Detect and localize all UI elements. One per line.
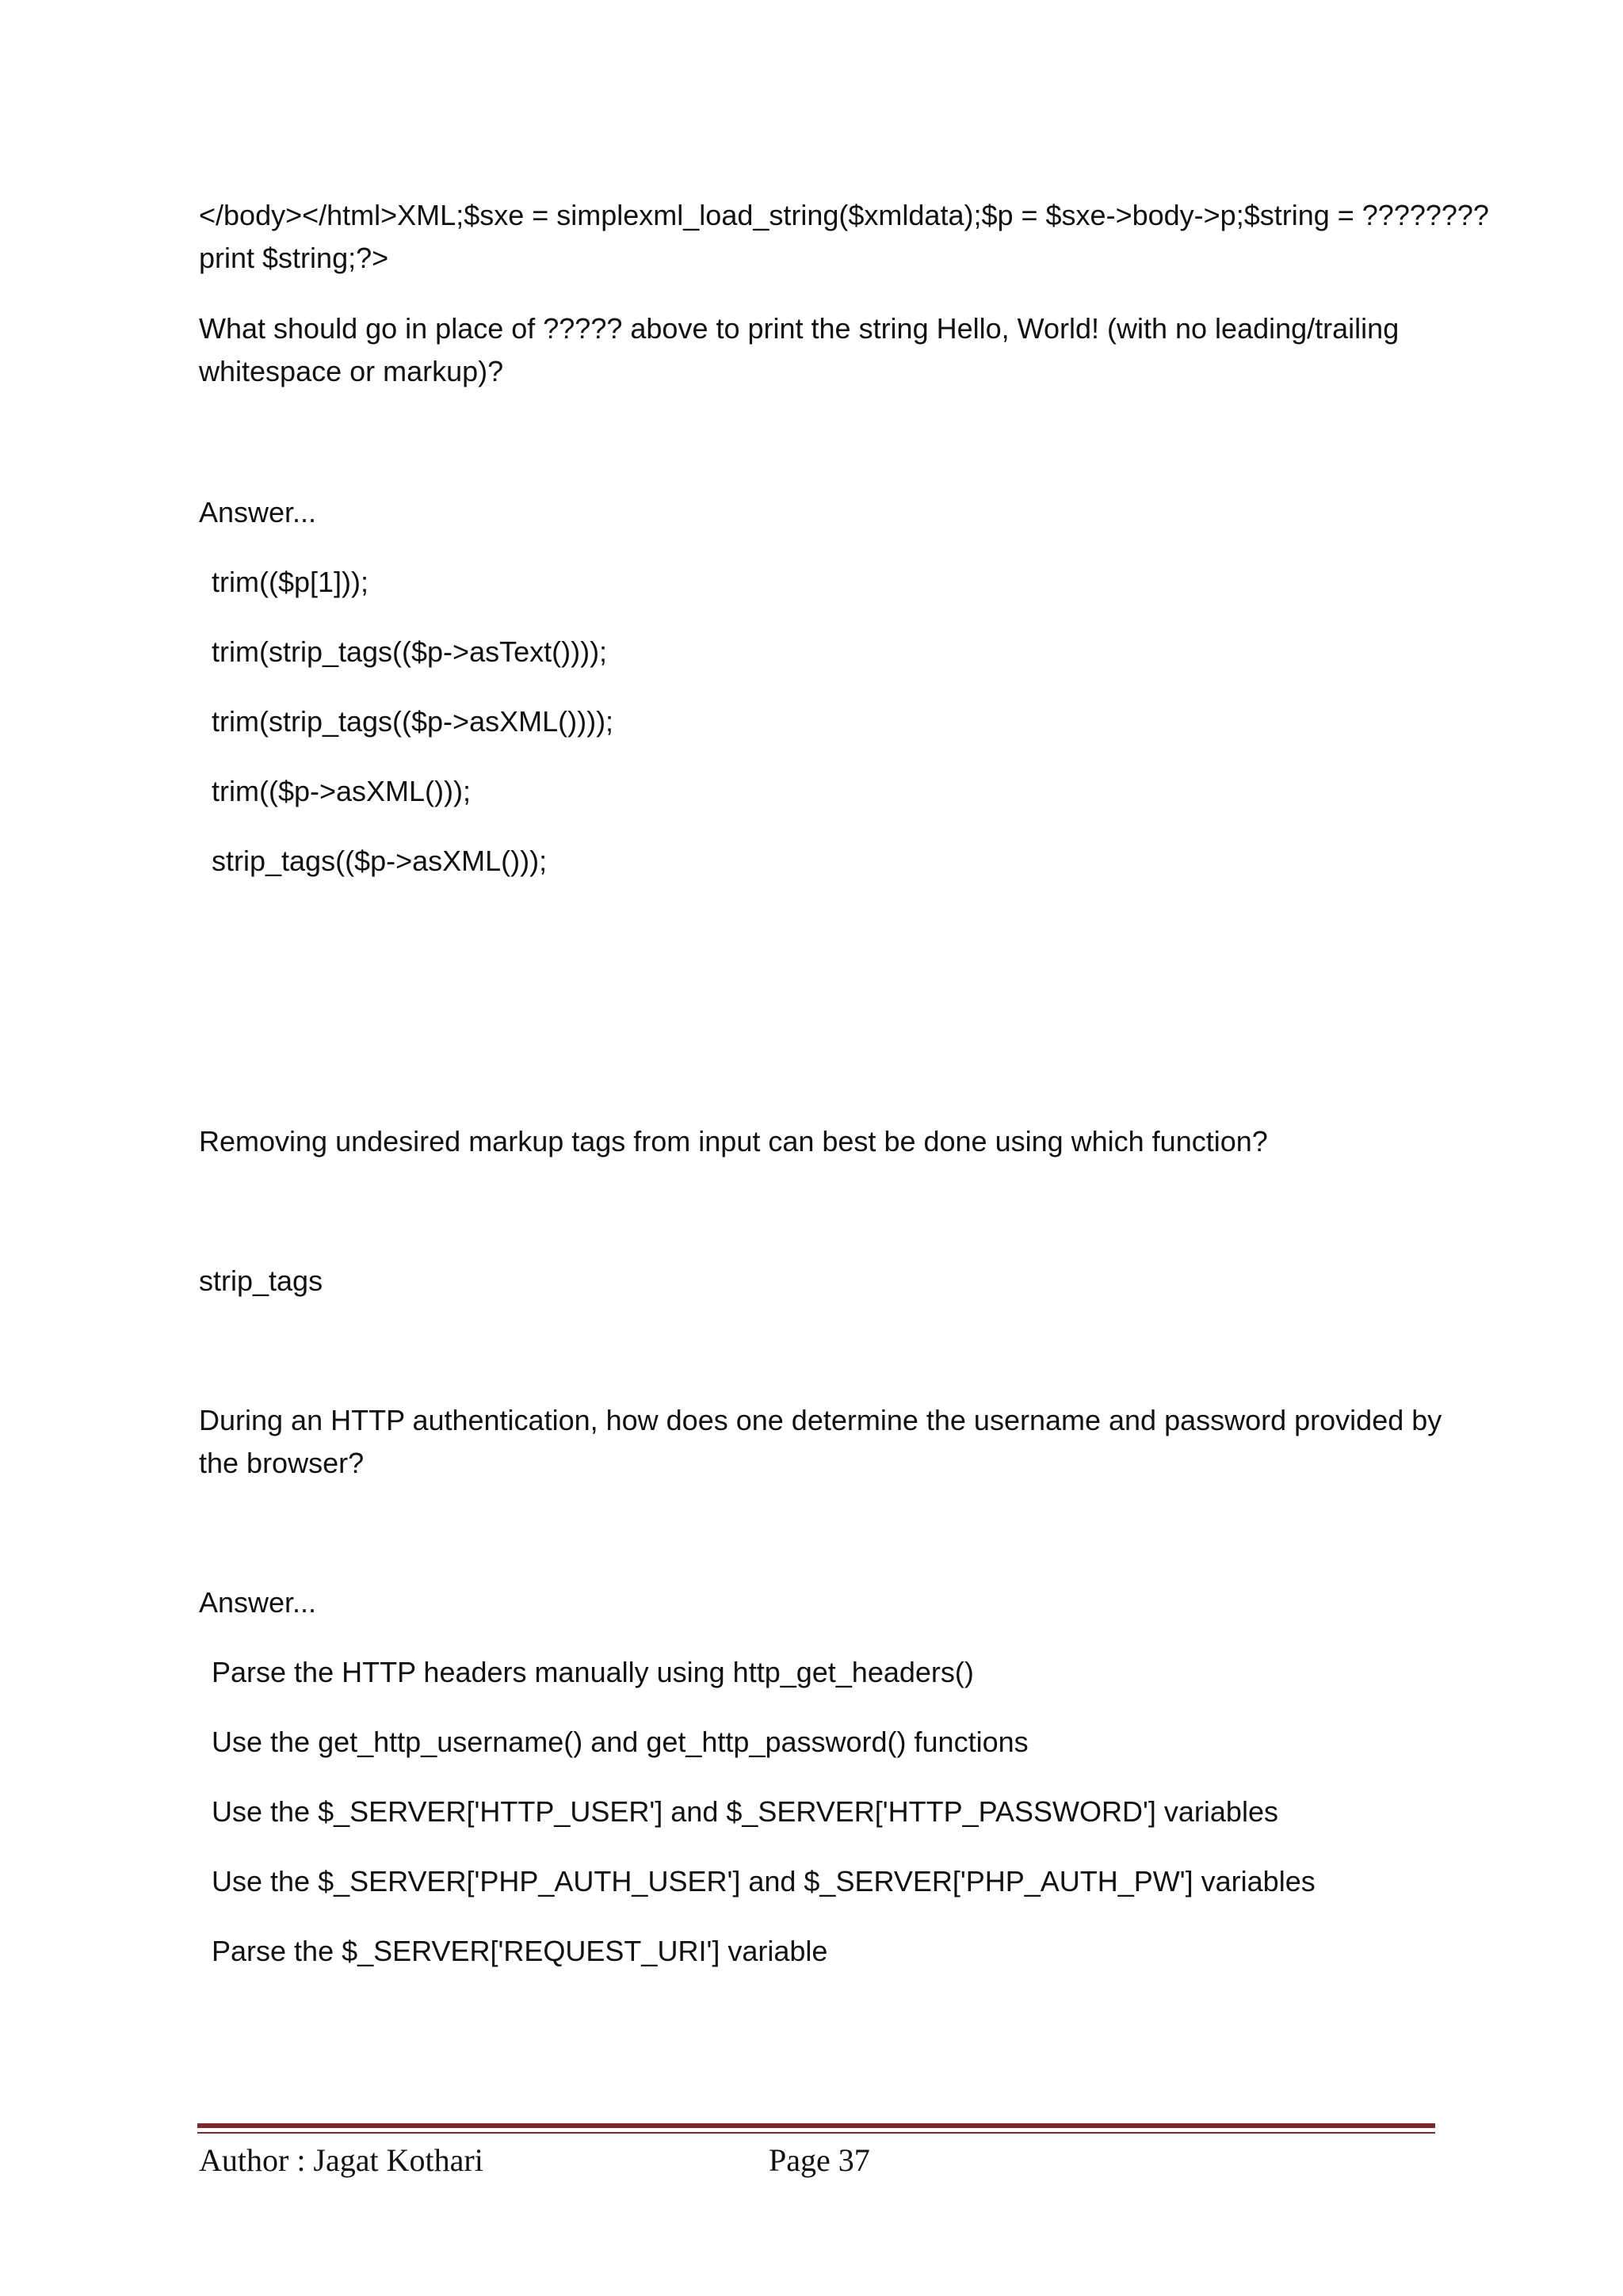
footer-rule: [197, 2123, 1435, 2128]
answer-option: Parse the $_SERVER['REQUEST_URI'] variable: [212, 1935, 828, 1967]
question-text: During an HTTP authentication, how does one determine the username and password provided by: [199, 1404, 1442, 1436]
question-text: the browser?: [199, 1447, 365, 1479]
footer-page-number: Page 37: [769, 2142, 870, 2178]
code-line: print $string;?>: [199, 242, 389, 274]
answer-option: trim(($p[1]));: [212, 566, 369, 598]
answer-label: Answer...: [199, 496, 317, 528]
answer-option: Use the get_http_username() and get_http_password() functions: [212, 1726, 1029, 1758]
answer-option: Use the $_SERVER['HTTP_USER'] and $_SERVER['HTTP_PASSWORD'] variables: [212, 1795, 1278, 1828]
question-text: whitespace or markup)?: [199, 355, 504, 387]
answer-option: trim(($p->asXML()));: [212, 775, 472, 807]
question-text: What should go in place of ????? above to print the string Hello, World! (with no leading/trailing: [199, 312, 1400, 345]
answer-option: Use the $_SERVER['PHP_AUTH_USER'] and $_SERVER['PHP_AUTH_PW'] variables: [212, 1865, 1316, 1897]
footer-rule: [197, 2132, 1435, 2134]
answer-option: Parse the HTTP headers manually using http_get_headers(): [212, 1656, 974, 1688]
answer-option: trim(strip_tags(($p->asText())));: [212, 635, 608, 668]
answer-option: trim(strip_tags(($p->asXML())));: [212, 705, 614, 738]
answer-text: strip_tags: [199, 1264, 323, 1297]
question-text: Removing undesired markup tags from input can best be done using which function?: [199, 1125, 1268, 1158]
answer-label: Answer...: [199, 1586, 317, 1619]
answer-option: strip_tags(($p->asXML()));: [212, 845, 548, 877]
code-line: </body></html>XML;$sxe = simplexml_load_string($xmldata);$p = $sxe->body->p;$string = ????????: [199, 199, 1489, 231]
footer-author: Author : Jagat Kothari: [199, 2142, 483, 2178]
